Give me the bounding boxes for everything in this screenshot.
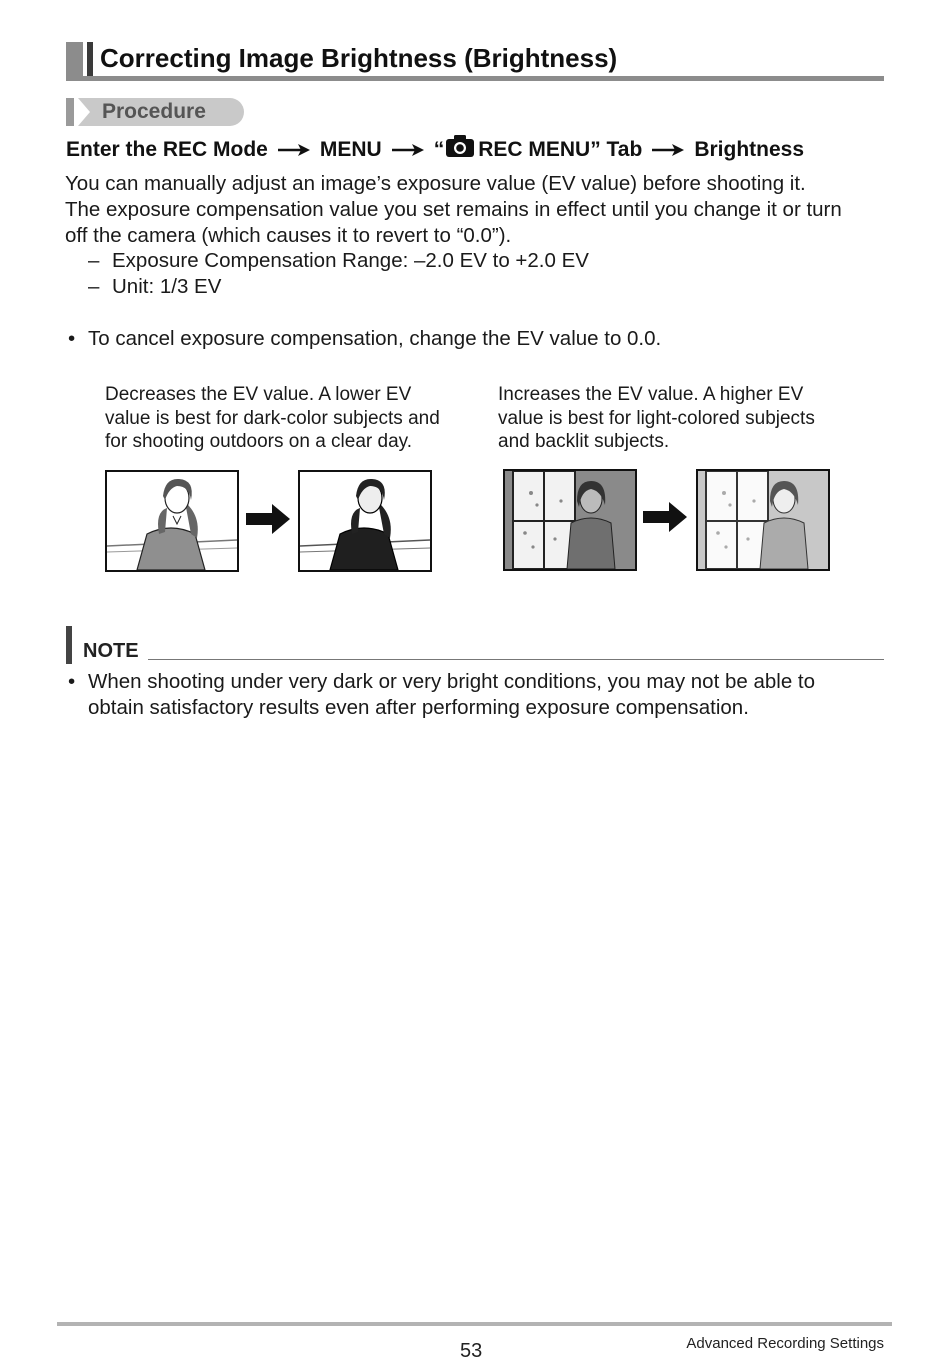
title-underline: [66, 76, 884, 81]
cancel-bullet: [68, 326, 888, 352]
thick-right-arrow-icon: [246, 504, 290, 539]
dash-symbol: –: [88, 275, 100, 298]
note-line: When shooting under very dark or very bright conditions, you may not be able to: [88, 670, 816, 693]
intro-paragraph: [65, 171, 895, 249]
title-accent-block: [66, 42, 83, 80]
page-title: Correcting Image Brightness (Brightness): [100, 43, 618, 73]
unit-item: [88, 275, 221, 299]
caption-line: value is best for light-colored subjects: [498, 407, 815, 429]
caption-line: Decreases the EV value. A lower EV: [105, 384, 412, 405]
step-brightness: Brightness: [694, 138, 805, 161]
range-text: Exposure Compensation Range: –2.0 EV to +2.0 EV: [112, 249, 589, 272]
bullet-symbol: •: [68, 327, 76, 350]
note-heading: NOTE: [83, 640, 139, 662]
procedure-badge: [66, 98, 246, 126]
right-arrow-icon: [392, 136, 424, 164]
increase-caption: [498, 383, 815, 454]
right-arrow-icon: [278, 136, 310, 164]
range-item: [88, 249, 589, 273]
note-divider: [148, 659, 884, 660]
cancel-text: To cancel exposure compensation, change the EV value to 0.0.: [88, 327, 662, 350]
caption-line: value is best for dark-color subjects and: [105, 407, 440, 429]
unit-text: Unit: 1/3 EV: [112, 275, 222, 298]
procedure-notch: [78, 98, 90, 126]
step-rec-mode: Enter the REC Mode: [66, 138, 268, 161]
thick-right-arrow-icon: [643, 502, 687, 537]
bullet-symbol: •: [68, 670, 76, 693]
intro-line: You can manually adjust an image’s exposure value (EV value) before shooting it.: [65, 172, 806, 195]
dash-symbol: –: [88, 249, 100, 272]
procedure-label: Procedure: [102, 100, 206, 123]
procedure-cap: [66, 98, 74, 126]
caption-line: Increases the EV value. A higher EV: [498, 384, 804, 405]
step-menu: MENU: [319, 138, 382, 161]
camera-icon: [446, 135, 474, 165]
page-number: 53: [460, 1340, 483, 1362]
caption-line: for shooting outdoors on a clear day.: [105, 431, 413, 452]
outdoor-after-photo: [298, 470, 432, 572]
backlit-before-photo: [503, 469, 637, 571]
note-line: obtain satisfactory results even after performing exposure compensation.: [88, 696, 749, 719]
note-accent-bar: [66, 626, 72, 664]
intro-line: The exposure compensation value you set remains in effect until you change it or turn: [65, 198, 842, 221]
outdoor-before-photo: [105, 470, 239, 572]
backlit-after-photo: [696, 469, 830, 571]
intro-line: off the camera (which causes it to revert to “0.0”).: [65, 224, 512, 247]
decrease-caption: [105, 383, 440, 454]
footer-divider: [57, 1322, 892, 1326]
step-rec-menu-tab: REC MENU” Tab: [478, 138, 643, 161]
step-rec-menu-quote: “: [433, 138, 445, 161]
title-accent-bar: [87, 42, 93, 80]
note-bullet: [68, 669, 888, 721]
procedure-steps: [66, 135, 804, 165]
right-arrow-icon: [652, 136, 684, 164]
caption-line: and backlit subjects.: [498, 431, 670, 452]
footer-section-title: Advanced Recording Settings: [686, 1335, 884, 1352]
section-title-bar: [66, 42, 884, 82]
